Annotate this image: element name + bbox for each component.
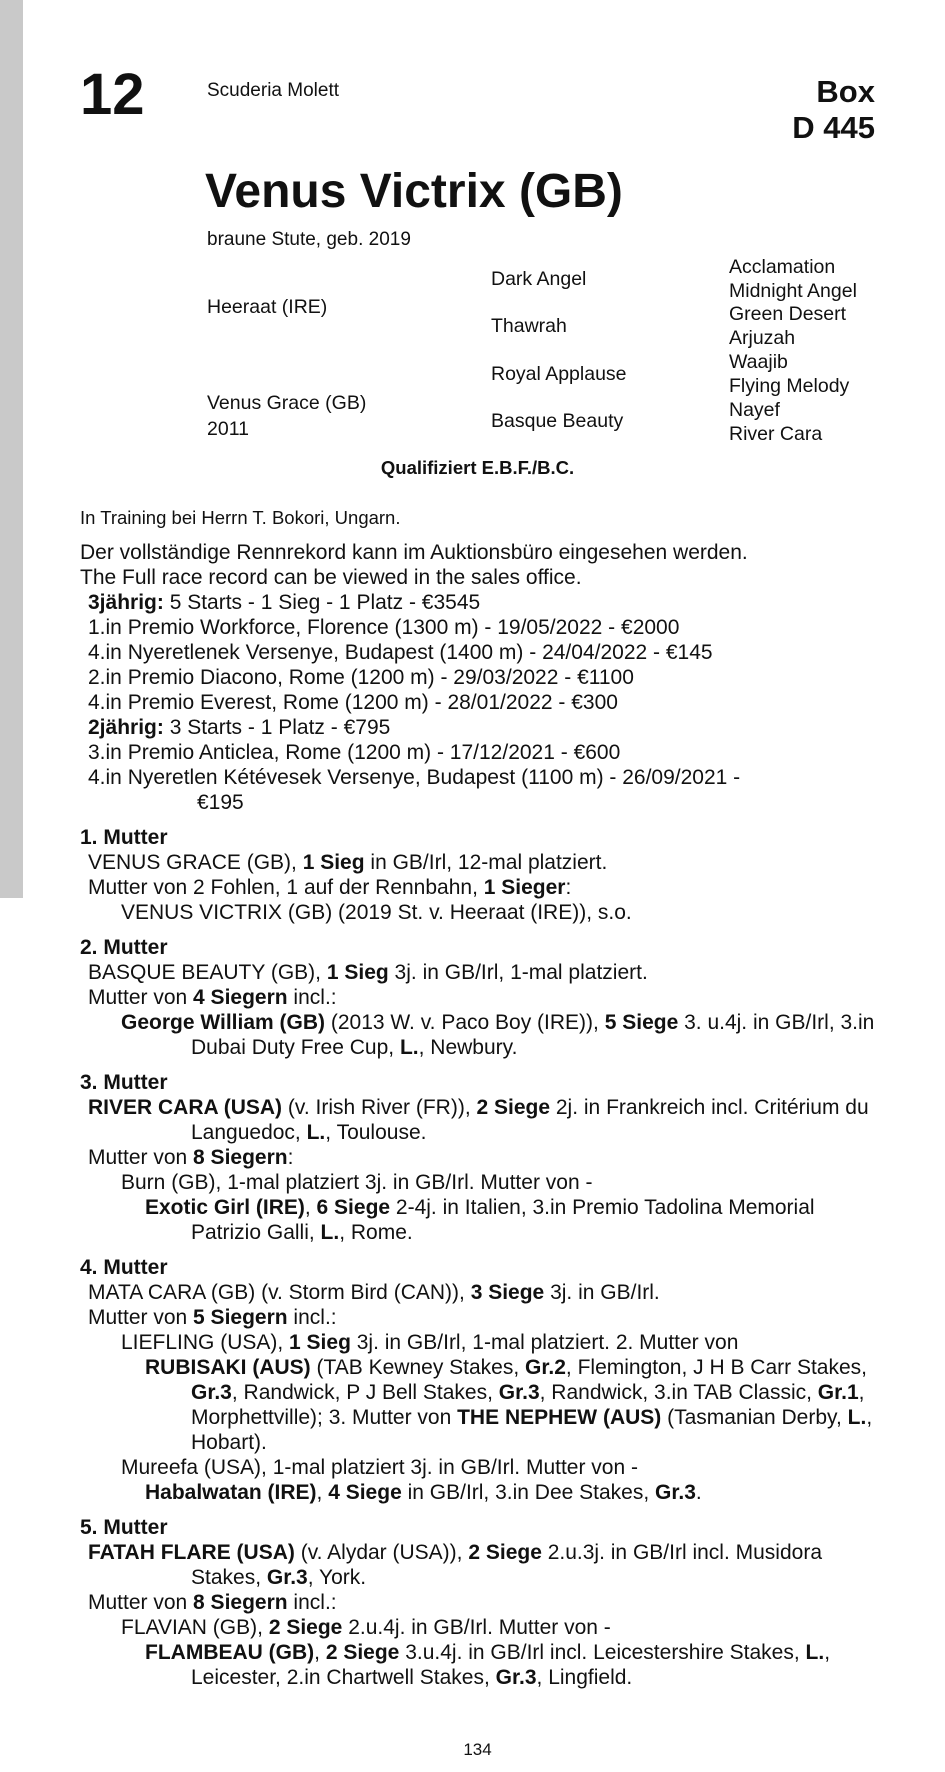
section-title: 3. Mutter <box>80 1071 168 1094</box>
bold-text-run: 5 Siege <box>604 1011 679 1034</box>
offspring-line <box>80 1330 880 1355</box>
text-run: 2j. in Frankreich incl. Critérium du Languedoc, <box>191 1096 869 1144</box>
horse-name: Venus Victrix (GB) <box>205 165 623 218</box>
text-run: , <box>316 1481 329 1504</box>
text-run: (Tasmanian Derby, <box>661 1406 848 1429</box>
bold-text-run: RUBISAKI (AUS) <box>145 1356 311 1379</box>
catalogue-body <box>80 505 880 1690</box>
page-number: 134 <box>463 1740 492 1759</box>
third-dam-section <box>80 1070 880 1245</box>
bold-text-run: 1 Sieger <box>483 876 566 899</box>
text-run: . <box>695 1481 702 1504</box>
horse-description: braune Stute, geb. 2019 <box>207 229 411 250</box>
text-run: , Leicester, 2.in Chartwell Stakes, <box>191 1641 831 1689</box>
text-run: (v. Irish River (FR)), <box>282 1096 477 1119</box>
two-year-old-label: 2jährig: <box>88 716 164 739</box>
dam-line <box>80 1095 880 1145</box>
produce-line <box>80 1305 880 1330</box>
text-run: 3 Starts - 1 Platz - €795 <box>163 716 391 739</box>
text-run: , York. <box>307 1566 367 1589</box>
text-run: 3j. in GB/Irl. <box>544 1281 660 1304</box>
three-year-old-label: 3jährig: <box>88 591 164 614</box>
bold-text-run: FATAH FLARE (USA) <box>88 1541 295 1564</box>
text-run: Mutter von <box>88 986 194 1009</box>
bold-text-run: 6 Siege <box>316 1196 391 1219</box>
second-dam-section <box>80 935 880 1060</box>
race-line: 4.in Premio Everest, Rome (1200 m) - 28/01/2022 - €300 <box>88 691 618 714</box>
text-run: 2.u.4j. in GB/Irl. Mutter von - <box>342 1616 611 1639</box>
pedigree-great-grandparent: Acclamation <box>729 256 836 278</box>
fifth-dam-section <box>80 1515 880 1690</box>
race-line: 4.in Nyeretlenek Versenye, Budapest (1400 m) - 24/04/2022 - €145 <box>88 641 713 664</box>
pedigree-dam: Venus Grace (GB) <box>207 392 367 414</box>
bold-text-run: Exotic Girl (IRE) <box>145 1196 305 1219</box>
bold-text-run: Gr.3 <box>655 1481 696 1504</box>
two-year-old-summary <box>88 715 880 740</box>
text-run: incl.: <box>287 1306 337 1329</box>
text-run: VENUS GRACE (GB), <box>88 851 303 874</box>
bold-text-run: L. <box>847 1406 867 1429</box>
record-intro-en: The Full race record can be viewed in the sales office. <box>80 566 582 589</box>
bold-text-run: Gr.3 <box>498 1381 540 1404</box>
lot-number: 12 <box>80 62 145 127</box>
text-run: Mutter von <box>88 1591 194 1614</box>
text-run: , Randwick, P J Bell Stakes, <box>231 1381 499 1404</box>
consignor: Scuderia Molett <box>207 80 340 101</box>
bold-text-run: Habalwatan (IRE) <box>145 1481 317 1504</box>
bold-text-run: 8 Siegern <box>193 1146 288 1169</box>
text-run: FLAVIAN (GB), <box>121 1616 269 1639</box>
text-run: incl.: <box>287 1591 337 1614</box>
offspring-line <box>80 1010 880 1060</box>
dam-line <box>80 850 880 875</box>
pedigree-dam-year: 2011 <box>207 418 249 440</box>
section-title: 5. Mutter <box>80 1516 168 1539</box>
box-number <box>792 74 875 145</box>
race-line-continuation: €195 <box>197 791 244 814</box>
text-run: LIEFLING (USA), <box>121 1331 290 1354</box>
first-dam-section <box>80 825 880 925</box>
offspring-line <box>80 900 880 925</box>
text-run: , Morphettville); 3. Mutter von <box>191 1381 865 1429</box>
text-run: , Newbury. <box>418 1036 518 1059</box>
three-year-old-summary <box>88 590 880 615</box>
text-run: 3j. in GB/Irl, 1-mal platziert. <box>388 961 648 984</box>
record-intro-de: Der vollständige Rennrekord kann im Auktionsbüro eingesehen werden. <box>80 541 748 564</box>
bold-text-run: Gr.3 <box>495 1666 537 1689</box>
pedigree-grandparent: Thawrah <box>491 315 567 337</box>
text-run: : <box>287 1146 294 1169</box>
offspring-line <box>80 1170 880 1195</box>
section-title: 1. Mutter <box>80 826 168 849</box>
bold-text-run: George William (GB) <box>121 1011 326 1034</box>
pedigree-great-grandparent: Green Desert <box>729 303 847 325</box>
box-label: Box <box>816 74 875 109</box>
bold-text-run: 2 Siege <box>468 1541 542 1564</box>
pedigree-grandparent: Royal Applause <box>491 363 627 385</box>
produce-line <box>80 1590 880 1615</box>
qualification: Qualifiziert E.B.F./B.C. <box>380 457 575 478</box>
text-run: 3j. in GB/Irl, 1-mal platziert. 2. Mutter von <box>350 1331 739 1354</box>
text-run: 2-4j. in Italien, 3.in Premio Tadolina Memorial Patrizio Galli, <box>191 1196 815 1244</box>
grand-offspring-line <box>80 1640 880 1690</box>
text-run: , Lingfield. <box>536 1666 633 1689</box>
pedigree-sire: Heeraat (IRE) <box>207 296 328 318</box>
bold-text-run: L. <box>805 1641 825 1664</box>
bold-text-run: L. <box>306 1121 326 1144</box>
dam-line <box>80 960 880 985</box>
bold-text-run: Gr.3 <box>191 1381 232 1404</box>
bold-text-run: FLAMBEAU (GB) <box>145 1641 315 1664</box>
race-line: 2.in Premio Diacono, Rome (1200 m) - 29/03/2022 - €1100 <box>88 666 634 689</box>
bold-text-run: 4 Siege <box>328 1481 402 1504</box>
race-line: 3.in Premio Anticlea, Rome (1200 m) - 17/12/2021 - €600 <box>88 741 621 764</box>
training-note: In Training bei Herrn T. Bokori, Ungarn. <box>80 507 401 528</box>
bold-text-run: L. <box>399 1036 419 1059</box>
text-run: Mutter von <box>88 1146 194 1169</box>
text-run: incl.: <box>287 986 337 1009</box>
pedigree-grandparent: Dark Angel <box>491 268 587 290</box>
text-run: 5 Starts - 1 Sieg - 1 Platz - €3545 <box>163 591 481 614</box>
grand-offspring-line <box>80 1195 880 1245</box>
produce-line <box>80 875 880 900</box>
pedigree-grandparent: Basque Beauty <box>491 410 624 432</box>
bold-text-run: Gr.2 <box>525 1356 566 1379</box>
section-title: 2. Mutter <box>80 936 168 959</box>
text-run: (v. Alydar (USA)), <box>294 1541 469 1564</box>
text-run: , Toulouse. <box>325 1121 427 1144</box>
bold-text-run: 3 Siege <box>470 1281 545 1304</box>
side-tab-bar <box>0 0 23 898</box>
text-run: 3.u.4j. in GB/Irl incl. Leicestershire Stakes, <box>399 1641 806 1664</box>
text-run: Mureefa (USA), 1-mal platziert 3j. in GB/Irl. Mutter von - <box>121 1456 638 1479</box>
text-run: , <box>304 1196 317 1219</box>
text-run: , Flemington, J H B Carr Stakes, <box>565 1356 868 1379</box>
dam-line <box>80 1280 880 1305</box>
bold-text-run: 2 Siege <box>268 1616 343 1639</box>
text-run: VENUS VICTRIX (GB) (2019 St. v. Heeraat (IRE)), s.o. <box>121 901 632 924</box>
text-run: , Randwick, 3.in TAB Classic, <box>539 1381 818 1404</box>
text-run: Mutter von 2 Fohlen, 1 auf der Rennbahn, <box>88 876 484 899</box>
text-run: 3. u.4j. in GB/Irl, 3.in Dubai Duty Free Cup, <box>191 1011 875 1059</box>
pedigree-great-grandparent: Flying Melody <box>729 375 850 397</box>
text-run: : <box>565 876 572 899</box>
text-run: , <box>314 1641 326 1664</box>
box-id: D 445 <box>792 109 875 145</box>
produce-line <box>80 1145 880 1170</box>
pedigree-great-grandparent: Waajib <box>729 351 788 373</box>
pedigree-great-grandparent: Midnight Angel <box>729 280 857 302</box>
pedigree-great-grandparent: River Cara <box>729 423 823 445</box>
text-run: , Rome. <box>339 1221 413 1244</box>
offspring-line <box>80 1615 880 1640</box>
pedigree-great-grandparent: Nayef <box>729 399 780 421</box>
bold-text-run: 1 Sieg <box>326 961 389 984</box>
text-run: in GB/Irl, 12-mal platziert. <box>364 851 608 874</box>
text-run: in GB/Irl, 3.in Dee Stakes, <box>401 1481 656 1504</box>
bold-text-run: Gr.1 <box>817 1381 859 1404</box>
bold-text-run: 1 Sieg <box>289 1331 351 1354</box>
bold-text-run: 1 Sieg <box>302 851 365 874</box>
bold-text-run: L. <box>320 1221 340 1244</box>
bold-text-run: 2 Siege <box>476 1096 551 1119</box>
bold-text-run: Gr.3 <box>266 1566 308 1589</box>
dam-line <box>80 1540 880 1590</box>
bold-text-run: 4 Siegern <box>193 986 288 1009</box>
text-run: (TAB Kewney Stakes, <box>310 1356 526 1379</box>
text-run: , Hobart). <box>191 1406 873 1454</box>
race-line: 4.in Nyeretlen Kétévesek Versenye, Budapest (1100 m) - 26/09/2021 - <box>88 766 741 789</box>
section-title: 4. Mutter <box>80 1256 168 1279</box>
text-run: BASQUE BEAUTY (GB), <box>88 961 327 984</box>
produce-line <box>80 985 880 1010</box>
text-run: (2013 W. v. Paco Boy (IRE)), <box>325 1011 605 1034</box>
grand-offspring-line <box>80 1355 880 1455</box>
pedigree-great-grandparent: Arjuzah <box>729 327 796 349</box>
bold-text-run: THE NEPHEW (AUS) <box>457 1406 662 1429</box>
text-run: 2.u.3j. in GB/Irl incl. Musidora Stakes, <box>191 1541 822 1589</box>
fourth-dam-section <box>80 1255 880 1505</box>
bold-text-run: 5 Siegern <box>193 1306 288 1329</box>
offspring-line <box>80 1455 880 1480</box>
text-run: MATA CARA (GB) (v. Storm Bird (CAN)), <box>88 1281 471 1304</box>
text-run: Mutter von <box>88 1306 194 1329</box>
race-line: 1.in Premio Workforce, Florence (1300 m) - 19/05/2022 - €2000 <box>88 616 680 639</box>
text-run: Burn (GB), 1-mal platziert 3j. in GB/Irl. Mutter von - <box>121 1171 593 1194</box>
bold-text-run: 2 Siege <box>325 1641 400 1664</box>
race-record <box>80 590 880 815</box>
bold-text-run: RIVER CARA (USA) <box>88 1096 283 1119</box>
bold-text-run: 8 Siegern <box>193 1591 288 1614</box>
grand-offspring-line <box>80 1480 880 1505</box>
